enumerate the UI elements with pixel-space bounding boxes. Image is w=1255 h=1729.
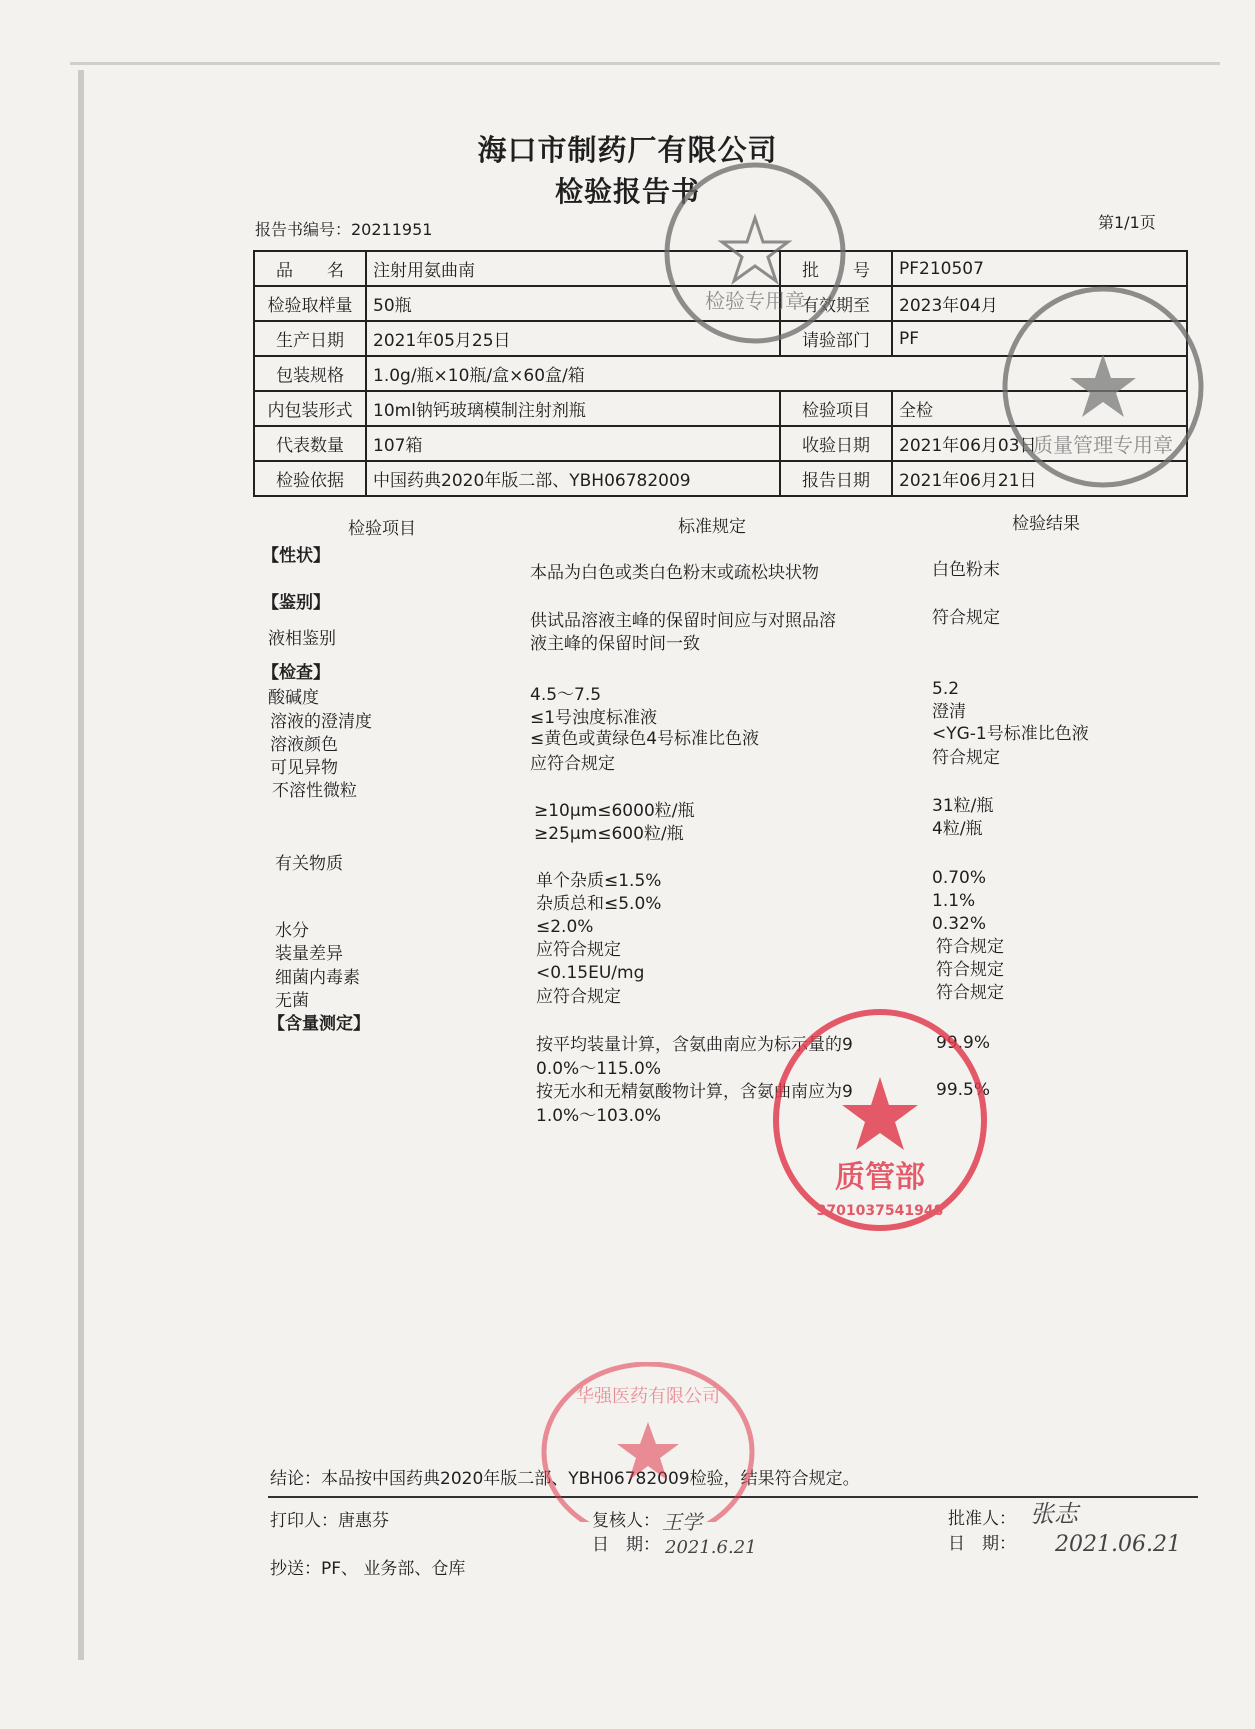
label-product-name: 品 名	[254, 251, 366, 286]
label-production-date: 生产日期	[254, 321, 366, 356]
label-test-basis: 检验依据	[254, 461, 366, 496]
value-sample-qty: 50瓶	[366, 286, 780, 321]
clarity-item: 溶液的澄清度	[270, 712, 372, 732]
printer: 打印人：唐惠芬	[270, 1511, 389, 1531]
column-header-result: 检验结果	[1012, 514, 1080, 534]
visible-particles-item: 可见异物	[270, 758, 338, 778]
total-impurity-standard: 杂质总和≤5.0%	[536, 894, 662, 914]
section-inspection: 【检查】	[262, 663, 330, 683]
color-standard: ≤黄色或黄绿色4号标准比色液	[530, 729, 760, 749]
inspection-seal	[660, 158, 850, 348]
single-impurity-standard: 单个杂质≤1.5%	[536, 871, 662, 891]
reviewer-signature: 王学	[662, 1510, 702, 1534]
cc-list: 抄送：PF、 业务部、仓库	[270, 1559, 466, 1579]
label-received-date: 收验日期	[780, 426, 892, 461]
clarity-result: 澄清	[932, 702, 966, 722]
identification-standard-line2: 液主峰的保留时间一致	[530, 634, 700, 654]
fill-variation-result: 符合规定	[936, 937, 1004, 957]
clarity-standard: ≤1号浊度标准液	[530, 708, 658, 728]
approve-date: 2021.06.21	[1055, 1532, 1181, 1557]
reviewer-label: 复核人：	[592, 1511, 660, 1531]
ph-item: 酸碱度	[268, 688, 319, 708]
endotoxin-item: 细菌内毒素	[275, 968, 360, 988]
assay1-result: 99.9%	[936, 1033, 991, 1053]
section-identification: 【鉴别】	[262, 593, 330, 613]
insoluble-10um-standard: ≥10μm≤6000粒/瓶	[534, 801, 695, 821]
scan-border-left	[78, 70, 84, 1660]
sterility-item: 无菌	[275, 991, 309, 1011]
value-batch-no: PF210507	[892, 251, 1187, 286]
visible-particles-result: 符合规定	[932, 748, 1000, 768]
label-quantity: 代表数量	[254, 426, 366, 461]
visible-particles-standard: 应符合规定	[530, 754, 615, 774]
company-red-seal	[538, 1362, 758, 1522]
value-request-dept: PF	[892, 321, 1187, 356]
sterility-result: 符合规定	[936, 983, 1004, 1003]
identification-item: 液相鉴别	[268, 629, 336, 649]
page-number: 第1/1页	[1098, 213, 1156, 232]
total-impurity-result: 1.1%	[932, 891, 976, 911]
label-test-items: 检验项目	[780, 391, 892, 426]
single-impurity-result: 0.70%	[932, 868, 987, 888]
color-item: 溶液颜色	[270, 735, 338, 755]
approver-signature: 张志	[1030, 1500, 1078, 1528]
value-quantity: 107箱	[366, 426, 780, 461]
conclusion: 结论：本品按中国药典2020年版二部、YBH06782009检验，结果符合规定。	[270, 1469, 860, 1489]
column-header-standard: 标准规定	[678, 517, 746, 537]
quality-dept-seal-code: 3701037541948	[816, 1203, 944, 1219]
related-substances-item: 有关物质	[275, 854, 343, 874]
ph-result: 5.2	[932, 679, 960, 699]
appearance-result: 白色粉末	[932, 560, 1000, 580]
identification-standard-line1: 供试品溶液主峰的保留时间应与对照品溶	[530, 611, 836, 631]
color-result: <YG-1号标准比色液	[932, 724, 1089, 744]
identification-result: 符合规定	[932, 608, 1000, 628]
label-request-dept: 请验部门	[780, 321, 892, 356]
assay2-result: 99.5%	[936, 1080, 991, 1100]
fill-variation-item: 装量差异	[275, 944, 343, 964]
value-inner-package: 10ml钠钙玻璃模制注射剂瓶	[366, 391, 780, 426]
water-item: 水分	[275, 921, 309, 941]
quality-dept-seal	[770, 1005, 990, 1235]
approve-date-label: 日 期：	[948, 1534, 1016, 1554]
label-package-spec: 包装规格	[254, 356, 366, 391]
section-appearance: 【性状】	[262, 546, 330, 566]
ph-standard: 4.5～7.5	[530, 685, 602, 705]
scan-border-top	[70, 62, 1220, 65]
assay2-standard-line1: 按无水和无精氨酸物计算，含氨曲南应为9	[536, 1082, 853, 1102]
review-date-label: 日 期：	[592, 1535, 660, 1555]
company-seal-text: 华强医药有限公司	[576, 1386, 720, 1407]
value-test-basis: 中国药典2020年版二部、YBH06782009	[366, 461, 780, 496]
quality-dept-seal-text: 质管部	[835, 1160, 925, 1195]
label-sample-qty: 检验取样量	[254, 286, 366, 321]
document-title: 检验报告书	[554, 175, 700, 208]
report-number: 报告书编号：20211951	[255, 220, 433, 239]
insoluble-25um-result: 4粒/瓶	[932, 819, 983, 839]
inspection-seal-text: 检验专用章	[705, 289, 805, 313]
assay1-standard-line1: 按平均装量计算，含氨曲南应为标示量的9	[536, 1035, 853, 1055]
water-standard: ≤2.0%	[536, 917, 594, 937]
label-inner-package: 内包装形式	[254, 391, 366, 426]
review-date: 2021.6.21	[665, 1537, 757, 1558]
appearance-standard: 本品为白色或类白色粉末或疏松块状物	[530, 563, 819, 583]
label-expiry: 有效期至	[780, 286, 892, 321]
approver-label: 批准人：	[948, 1509, 1016, 1529]
value-test-items: 全检	[892, 391, 1187, 426]
fill-variation-standard: 应符合规定	[536, 940, 621, 960]
quality-seal-text: 质量管理专用章	[1033, 433, 1173, 457]
value-expiry: 2023年04月	[892, 286, 1187, 321]
assay2-standard-line2: 1.0%～103.0%	[536, 1106, 662, 1126]
value-production-date: 2021年05月25日	[366, 321, 780, 356]
assay1-standard-line2: 0.0%～115.0%	[536, 1059, 662, 1079]
column-header-item: 检验项目	[348, 519, 416, 539]
insoluble-particles-item: 不溶性微粒	[272, 781, 357, 801]
water-result: 0.32%	[932, 914, 987, 934]
company-title: 海口市制药厂有限公司	[477, 133, 778, 167]
quality-management-seal	[998, 282, 1208, 492]
section-assay: 【含量测定】	[268, 1014, 370, 1034]
value-package-spec: 1.0g/瓶×10瓶/盒×60盒/箱	[366, 356, 1187, 391]
value-received-date: 2021年06月03日	[892, 426, 1187, 461]
value-product-name: 注射用氨曲南	[366, 251, 780, 286]
sterility-standard: 应符合规定	[536, 987, 621, 1007]
insoluble-25um-standard: ≥25μm≤600粒/瓶	[534, 824, 684, 844]
endotoxin-standard: <0.15EU/mg	[536, 963, 645, 983]
insoluble-10um-result: 31粒/瓶	[932, 796, 994, 816]
endotoxin-result: 符合规定	[936, 960, 1004, 980]
value-report-date: 2021年06月21日	[892, 461, 1187, 496]
label-batch-no: 批 号	[780, 251, 892, 286]
label-report-date: 报告日期	[780, 461, 892, 496]
